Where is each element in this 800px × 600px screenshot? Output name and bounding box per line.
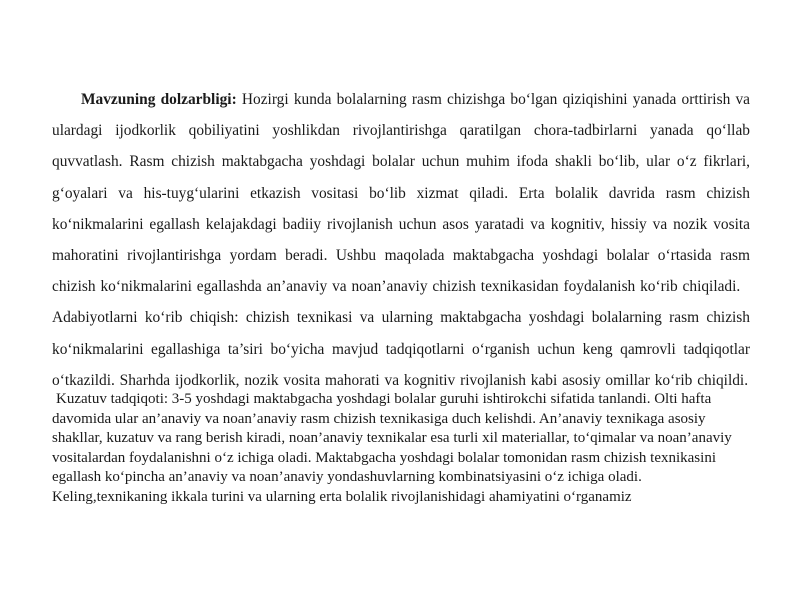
relevance-heading: Mavzuning dolzarbligi: [81,91,237,108]
relevance-paragraph [52,84,750,302]
observation-study-text: Kuzatuv tadqiqoti: 3-5 yoshdagi maktabgacha yoshdagi bolalar guruhi ishtirokchi sifatida tanlandi. Olti hafta davomida ular an’anaviy va noan’anaviy rasm chizish texnikasiga duch kelishdi. An’anaviy texnikaga asosiy shakllar, kuzatuv va rang berish kiradi, noan’anaviy texnikalar esa turli xil materiallar, to‘qimalar va noan’anaviy vositalardan foydalanishni o‘z ichiga oladi. Maktabgacha yoshdagi bolalar tomonidan rasm chizish texnikasini egallash ko‘pincha an’anaviy va noan’anaviy yondashuvlarning kombinatsiyasini o‘z ichiga oladi. Keling,texnikaning ikkala turini va ularning erta bolalik rivojlanishidagi ahamiyatini o‘rganamiz [52,391,732,505]
observation-study-paragraph [52,390,750,507]
literature-review-paragraph [52,302,750,396]
literature-review-text: Adabiyotlarni ko‘rib chiqish: chizish texnikasi va ularning maktabgacha yoshdagi bolalarning rasm chizish ko‘nikmalarini egallashiga ta’siri bo‘yicha mavjud tadqiqotlarni o‘rganish uchun keng qamrovli tadqiqotlar o‘tkazildi. Sharhda ijodkorlik, nozik vosita mahorati va kognitiv rivojlanish kabi asosiy omillar ko‘rib chiqildi. [52,309,750,389]
document-body [52,84,750,507]
relevance-text: Hozirgi kunda bolalarning rasm chizishga bo‘lgan qiziqishini yanada orttirish va ulardagi ijodkorlik qobiliyatini yoshlikdan rivojlantirishga qaratilgan chora-tadbirlarni yanada qo‘llab quvvatlash. Rasm chizish maktabgacha yoshdagi bolalar uchun muhim ifoda shakli bo‘lib, ular o‘z fikrlari, g‘oyalari va his-tuyg‘ularini etkazish vositasi bo‘lib xizmat qiladi. Erta bolalik davrida rasm chizish ko‘nikmalarini egallash kelajakdagi badiiy rivojlanish uchun asos yaratadi va kognitiv, hissiy va nozik vosita mahoratini rivojlantirishga yordam beradi. Ushbu maqolada maktabgacha yoshdagi bolalar o‘rtasida rasm chizish ko‘nikmalarini egallashda an’anaviy va noan’anaviy chizish texnikasidan foydalanish ko‘rib chiqiladi. [52,91,750,296]
